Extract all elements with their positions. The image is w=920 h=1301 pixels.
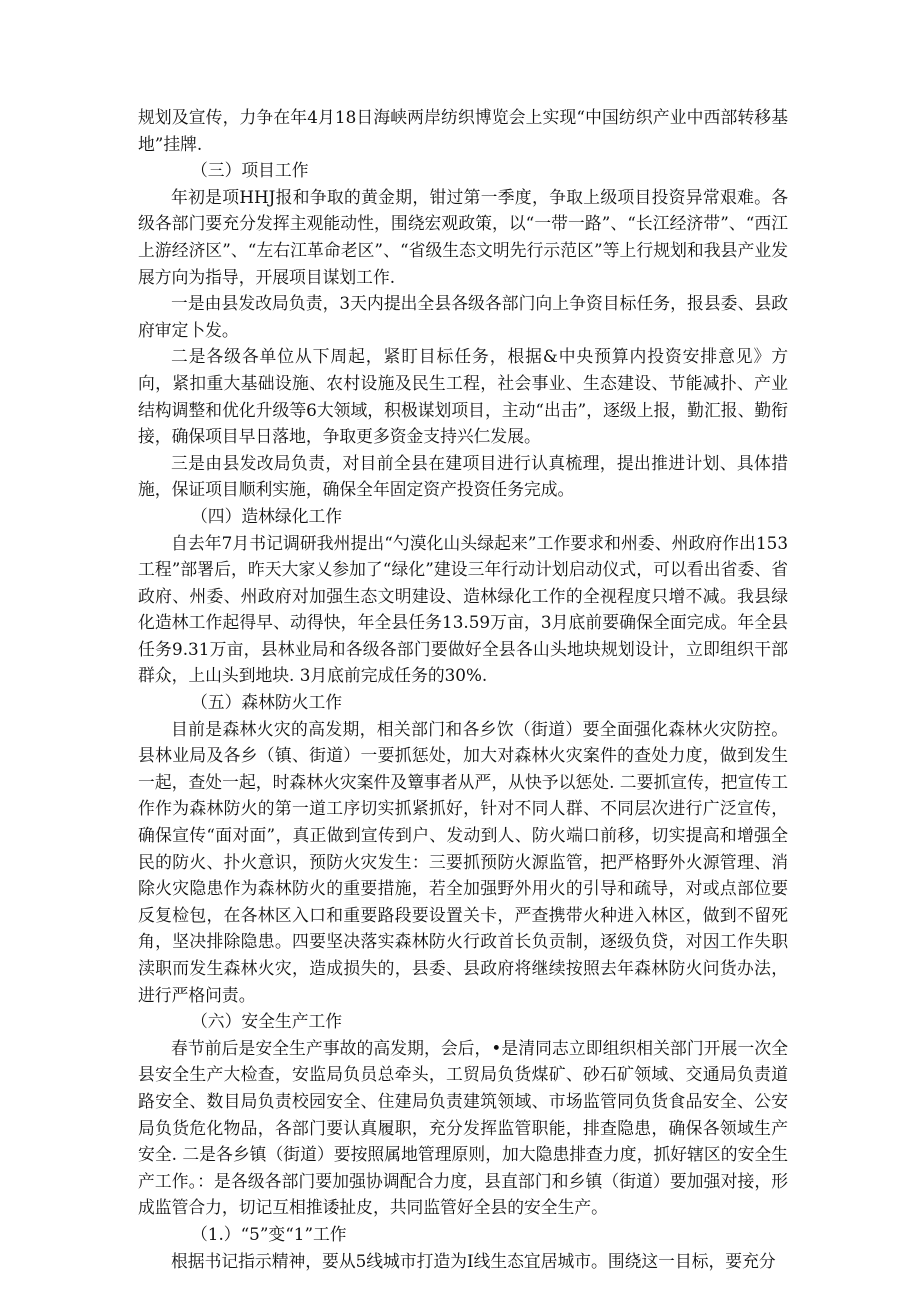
section-heading: （五）森林防火工作 bbox=[191, 692, 343, 713]
section-heading: （1.）“5”变“1”工作 bbox=[191, 1223, 347, 1244]
section-heading: （三）项目工作 bbox=[191, 160, 309, 181]
body-paragraph: 二是各级各单位从下周起，紧盯目标任务，根据&中央预算内投资安排意见》方向，紧扣重大基础设施、农村设施及民生工程，社会事业、生态建设、节能减扑、产业结构调整和优化升级等6大领域，积极谋划项目，主动“出击”，逐级上报，勤汇报、勤衔接，确保项目早日落地，争取更多资金支持兴仁发展。 bbox=[138, 346, 788, 447]
document-body bbox=[138, 104, 788, 1274]
section-heading: （六）安全生产工作 bbox=[191, 1011, 343, 1032]
body-paragraph: 春节前后是安全生产事故的高发期，会后，•是清同志立即组织相关部门开展一次全县安全生产大检查，安监局负员总牵头，工贸局负货煤矿、砂石矿领域、交通局负责道路安全、数目局负责校园安全、住建局负责建筑领域、市场监管同负货食品安全、公安局负货危化物品，各部门要认真履职，充分发挥监管职能，排查隐患，确保各领域生产安全. 二是各乡镇（街道）要按照属地管理原则，加大隐患排查力度，抓好辖区的安全生产工作。：是各级各部门要加强协调配合力度，县直部门和乡镇（街道）要加强对接，形成监管合力，切记互相推诿扯皮，共同监管好全县的安全生产。 bbox=[138, 1037, 788, 1218]
body-paragraph: 年初是项HHJ报和争取的黄金期，钳过第一季度，争取上级项目投资异常艰难。各级各部门要充分发挥主观能动性，围绕宏观政策，以“一带一路”、“长江经济带”、“西江上游经济区”、“左右江革命老区”、“省级生态文明先行示范区”等上行规划和我县产业发展方向为指导，开展项目谋划工作. bbox=[138, 186, 788, 287]
body-paragraph: 自去年7月书记调研我州提出“勺漠化山头绿起来”工作要求和州委、州政府作出153工程”部署后，昨天大家乂参加了“绿化”建设三年行动计划启动仪式，可以看出省委、省政府、州委、州政府对加强生态文明建设、造林绿化工作的全视程度只增不减。我县绿化造林工作起得早、动得快，年全县任务13.59万亩，3月底前要确保全面完成。年全县任务9.31万亩，县林业局和各级各部门要做好全县各山头地块规划设计，立即组织干部群众，上山头到地块. 3月底前完成任务的30%. bbox=[138, 532, 788, 686]
body-paragraph: 一是由县发改局负责，3天内提出全县各级各部门向上争资目标任务，报县委、县政府审定卜发。 bbox=[138, 293, 788, 340]
body-paragraph: 规划及宣传，力争在年4月18日海峡两岸纺织博览会上实现“中国纺织产业中西部转移基地”挂牌. bbox=[138, 107, 788, 154]
body-paragraph: 三是由县发改局负责，对目前全县在建项目进行认真梳理，提出推进计划、具体措施，保证项目顺利实施，确保全年固定资产投资任务完成。 bbox=[138, 452, 788, 500]
body-paragraph: 目前是森林火灾的高发期，相关部门和各乡饮（街道）要全面强化森林火灾防控。县林业局及各乡（镇、街道）一要抓惩处，加大对森林火灾案件的查处力度，做到发生一起，查处一起，时森林火灾案件及簟事者从严，从快予以惩处. 二要抓宣传，把宣传工作作为森林防火的第一道工序切实抓紧抓好，针对不同人群、不同层次进行广泛宣传，确保宣传“面对面”，真正做到宣传到户、发动到人、防火端口前移，切实提高和增强全民的防火、扑火意识，预防火灾发生：三要抓预防火源监管，把严格野外火源管理、消除火灾隐患作为森林防火的重要措施，若全加强野外用火的引导和疏导，对或点部位要反复检包，在各林区入口和重要路段要设置关卡，严查携带火种进入林区，做到不留死角，坚决排除隐患。四要坚决落实森林防火行政首长负贡制，逐级负贷，对因工作失职渎职而发生森林火灾，造成损失的，县委、县政府将继续按照去年森林防火问货办法，进行严格问责。 bbox=[138, 718, 788, 1005]
body-paragraph: 根据书记指示精神，要从5线城市打造为I线生态宜居城市。围绕这一目标，要充分 bbox=[171, 1250, 776, 1271]
section-heading: （四）造林绿化工作 bbox=[191, 505, 343, 526]
